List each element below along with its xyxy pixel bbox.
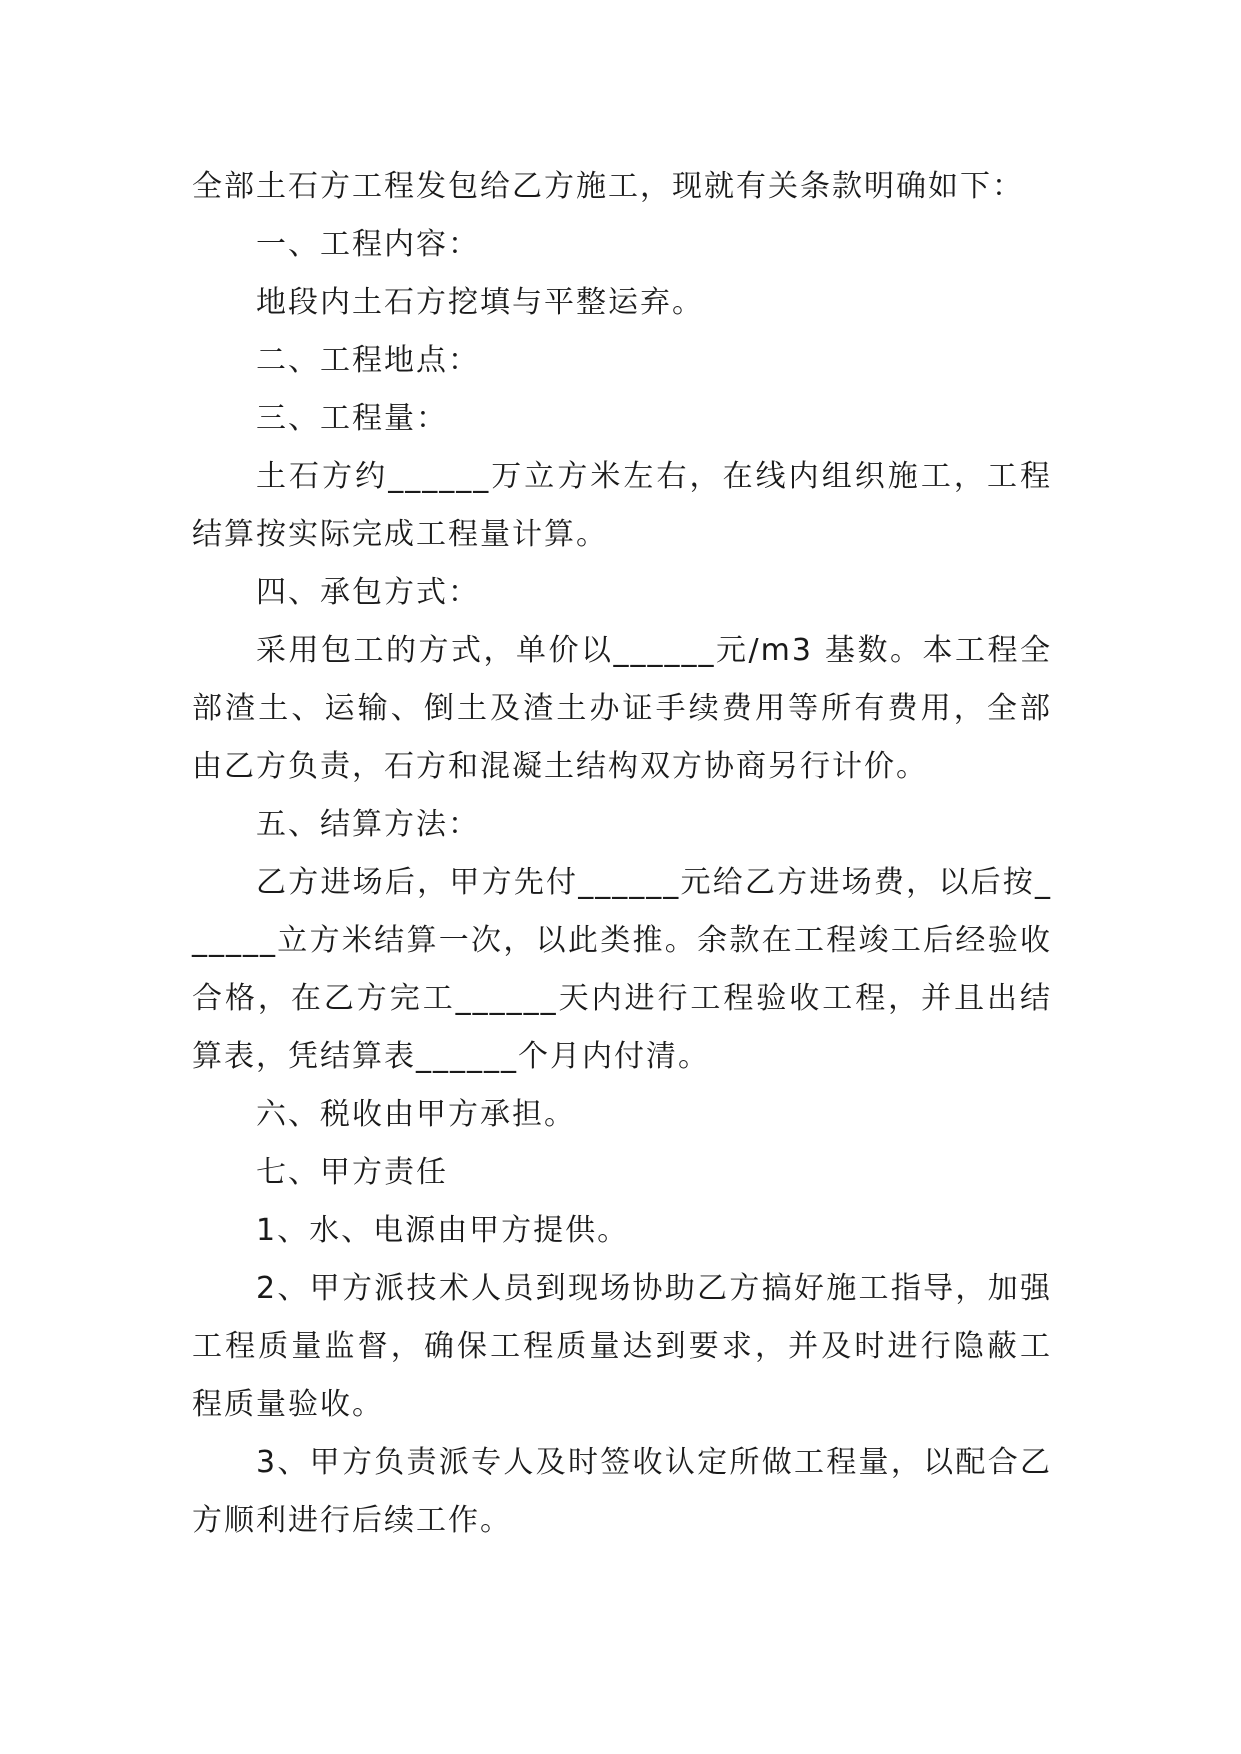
heading-work-quantity: 三、工程量： (256, 401, 448, 436)
heading-settlement-method: 五、结算方法： (256, 807, 480, 842)
list-item-duty-3: 3、甲方负责派专人及时签收认定所做工程量，以配合乙方顺利进行后续工作。 (192, 1445, 1052, 1538)
paragraph-settlement-method: 乙方进场后，甲方先付______元给乙方进场费，以后按______立方米结算一次，以此类推。余款在工程竣工后经验收合格，在乙方完工______天内进行工程验收工程，并且出结算表，凭结算表______个月内付清。 (192, 865, 1052, 1074)
heading-contract-method: 四、承包方式： (256, 575, 480, 610)
list-item-duty-2: 2、甲方派技术人员到现场协助乙方搞好施工指导，加强工程质量监督，确保工程质量达到要求，并及时进行隐蔽工程质量验收。 (192, 1271, 1052, 1422)
heading-work-location: 二、工程地点： (256, 343, 480, 378)
paragraph-work-content: 地段内土石方挖填与平整运弃。 (256, 285, 704, 320)
paragraph-contract-method: 采用包工的方式，单价以______元/m3 基数。本工程全部渣土、运输、倒土及渣土办证手续费用等所有费用，全部由乙方负责，石方和混凝土结构双方协商另行计价。 (192, 633, 1052, 784)
paragraph-tax: 六、税收由甲方承担。 (256, 1097, 576, 1132)
paragraph-intro: 全部土石方工程发包给乙方施工，现就有关条款明确如下： (192, 169, 1024, 204)
list-item-duty-1: 1、水、电源由甲方提供。 (256, 1213, 630, 1248)
document-body (192, 158, 1052, 1550)
heading-party-a-duties: 七、甲方责任 (256, 1155, 448, 1190)
paragraph-work-quantity: 土石方约______万立方米左右，在线内组织施工，工程结算按实际完成工程量计算。 (192, 459, 1052, 552)
heading-work-content: 一、工程内容： (256, 227, 480, 262)
